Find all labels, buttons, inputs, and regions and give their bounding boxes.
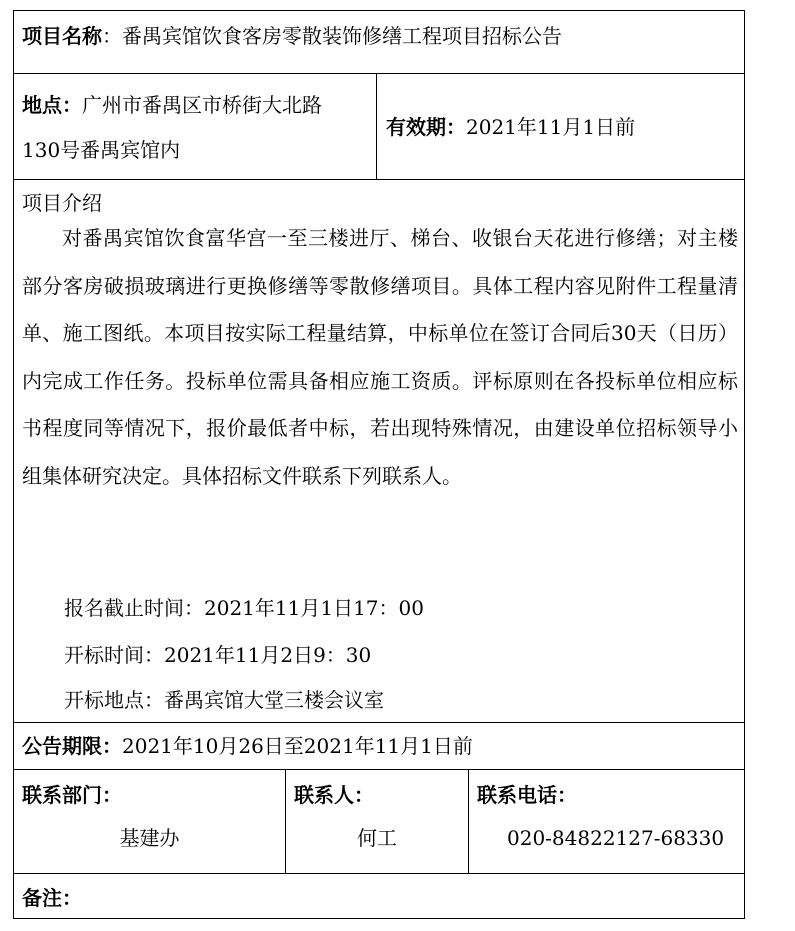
project-intro-row (14, 180, 744, 723)
location-value-line2: 130号番禺宾馆内 (22, 138, 181, 162)
remark-row (14, 874, 744, 920)
location-row (14, 74, 744, 180)
contact-phone-value: 020-84822127-68330 (507, 826, 725, 850)
intro-heading: 项目介绍 (22, 191, 102, 215)
project-name-value: 番禺宾馆饮食客房零散装饰修缮工程项目招标公告 (122, 24, 562, 48)
validity (386, 112, 635, 142)
contact-phone-label: 联系电话： (477, 783, 577, 807)
project-name-label: 项目名称 (22, 24, 102, 48)
contact-phone-cell (468, 770, 744, 873)
location-cell (14, 74, 376, 179)
tender-notice-table (13, 10, 745, 919)
intro-body: 对番禺宾馆饮食富华宫一至三楼进厅、梯台、收银台天花进行修缮；对主楼部分客房破损玻璃进行更换修缮等零散修缮项目。具体工程内容见附件工程量清单、施工图纸。本项目按实际工程量结算，中标单位在签订合同后30天（日历）内完成工作任务。投标单位需具备相应施工资质。评标原则在各投标单位相应标书程度同等情况下，报价最低者中标，若出现特殊情况，由建设单位招标领导小组集体研究决定。具体招标文件联系下列联系人。 (22, 226, 738, 488)
location (22, 83, 322, 173)
remark-label: 备注： (22, 886, 82, 910)
validity-value: 2021年11月1日前 (466, 115, 636, 139)
validity-label: 有效期： (386, 115, 466, 139)
project-name (22, 21, 562, 51)
bid-opening-time: 开标时间：2021年11月2日9：30 (64, 643, 372, 667)
location-value-line1: 广州市番禺区市桥街大北路 (82, 93, 322, 117)
location-label: 地点： (22, 93, 82, 117)
contact-dept-value: 基建办 (119, 826, 180, 850)
notice-period (22, 731, 473, 761)
contact-person-label: 联系人： (294, 783, 374, 807)
registration-deadline: 报名截止时间：2021年11月1日17：00 (64, 596, 424, 620)
validity-cell (376, 74, 744, 179)
notice-period-value: 2021年10月26日至2021年11月1日前 (122, 734, 473, 758)
contact-row (14, 770, 744, 874)
notice-period-row (14, 723, 744, 770)
project-name-row (14, 11, 744, 74)
contact-dept-label: 联系部门： (22, 783, 122, 807)
notice-period-label: 公告期限： (22, 734, 122, 758)
contact-person-cell (285, 770, 468, 873)
bid-opening-place: 开标地点：番禺宾馆大堂三楼会议室 (64, 688, 384, 712)
contact-person-value: 何工 (357, 826, 397, 850)
project-name-colon: ： (102, 24, 122, 48)
contact-dept-cell (14, 770, 285, 873)
